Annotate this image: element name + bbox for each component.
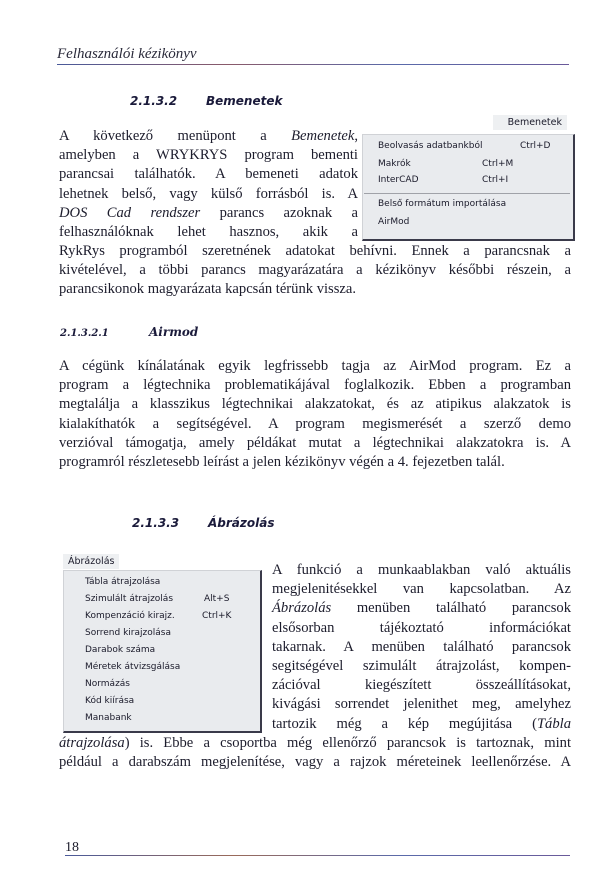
abrazolas-continuation-paragraph [59,734,571,772]
menu-shortcut: Ctrl+K [202,611,232,621]
menu-item-makrok[interactable]: Makrók [378,159,411,169]
text-line: segitségével szimulált átrajzolást, kompen- [272,657,571,674]
text-line: program a légtechnika problematikájával foglalkozik. Ebben a programban [59,377,571,394]
menu-item-meretek[interactable]: Méretek átvizsgálása [85,662,181,672]
text-line: kialakíthatók a segítségével. A program megismerését a szerző demo [59,415,571,432]
section-number: 2.1.3.2.1 [60,328,109,339]
text-line: parancsikonok magyarázata kapcsán térünk vissza. [59,281,357,298]
section-title: Ábrázolás [208,516,275,530]
menu-item-tabla-atrajzolasa[interactable]: Tábla átrajzolása [85,577,161,587]
section-heading-bemenetek [130,94,282,108]
menu-shortcut: Ctrl+I [482,175,509,185]
text-line: tartozik még a kép megújitása (Tábla [272,715,571,732]
text-line: A következő menüpont a Bemenetek, [59,128,358,144]
running-header-title: Felhasználói kézikönyv [57,46,197,62]
menu-item-kompenzacio[interactable]: Kompenzáció kirajz. [85,611,175,621]
menu-item-intercad[interactable]: InterCAD [378,175,419,185]
airmod-paragraph [59,357,571,472]
section-heading-airmod [60,325,198,339]
text-line: DOS Cad rendszer parancs azoknak a [59,204,358,221]
bemenetek-intro-paragraph [59,127,358,242]
text-line: lehetnek belső, vagy külső forrásból is. A [59,185,358,202]
menu-item-airmod[interactable]: AirMod [378,217,410,227]
menu-item-darabok-szama[interactable]: Darabok száma [85,645,156,655]
text-line: programról részletesebb leírást a jelen kézikönyv végén a 4. fejezetben talál. [59,453,505,470]
text-line: zációval kiegészített összeállításokat, [272,677,571,694]
text-line: kivételével, a többi parancs magyarázatára a kézikönyv későbbi részein, a [59,262,571,279]
text-line: felhasználóknak lehet hasznos, akik a [59,223,358,240]
menu-shortcut: Ctrl+D [520,141,551,151]
text-line: parancsai találhatók. A bemeneti adatok [59,166,358,183]
text-line: megtalálja a klasszikus légtechnikai alakzatokat, és az atipikus alakzatok is [59,396,571,413]
text-line: A funkció a munkaablakban való aktuális [272,562,571,578]
text-line: például a darabszám megjelenítése, vagy a rajzok méreteinek leellenőrzése. A [59,754,571,771]
menu-item-belso-formatum[interactable]: Belső formátum importálása [378,199,507,209]
text-line: Ábrázolás menüben található parancsok [272,600,571,617]
page-number: 18 [65,840,79,855]
bemenetek-continuation-paragraph [59,242,571,300]
section-title: Airmod [149,325,199,339]
text-line: RykRys programból szeretnének adatokat behívni. Ennek a parancsnak a [59,243,571,259]
text-line: kivágási sorrendet jelenithet meg, amelyhez [272,696,571,713]
menu-shortcut: Alt+S [204,594,230,604]
text-line: takarnak. A menüben található parancsok [272,638,571,655]
abrazolas-side-paragraph [272,561,571,734]
menu-item-beolvasas[interactable]: Beolvasás adatbankból [378,141,483,151]
menu-separator [364,193,570,194]
section-title: Bemenetek [206,94,283,108]
menu-item-sorrend[interactable]: Sorrend kirajzolása [85,628,171,638]
menu-item-normazas[interactable]: Normázás [85,679,130,689]
menu-shortcut: Ctrl+M [482,159,514,169]
text-line: amelyben a WRYKRYS program bementi [59,147,358,164]
text-line: megjelenitésekkel van kapcsolatban. Az [272,581,571,598]
text-line: átrajzolása) is. Ebbe a csoportba még ellenőrző parancsok is tartoznak, mint [59,735,571,751]
header-rule [57,64,569,65]
footer-rule [65,855,570,856]
section-heading-abrazolas [132,516,274,530]
menu-title-abrazolas[interactable]: Ábrázolás [63,554,119,569]
section-number: 2.1.3.2 [130,94,178,108]
text-line: A cégünk kínálatának egyik legfrissebb tagja az AirMod program. Ez a [59,358,571,374]
menu-item-manabank[interactable]: Manabank [85,713,132,723]
text-line: elsősorban tájékoztató információkat [272,619,571,636]
section-number: 2.1.3.3 [132,516,180,530]
menu-item-szimulalt-atrajzolas[interactable]: Szimulált átrajzolás [85,594,174,604]
text-line: verzióval támogatja, amely példákat mutat a légtechnikai alakzatokra is. A [59,434,571,451]
menu-item-kod-kiirasa[interactable]: Kód kiírása [85,696,135,706]
menu-title-bemenetek[interactable]: Bemenetek [493,115,567,130]
